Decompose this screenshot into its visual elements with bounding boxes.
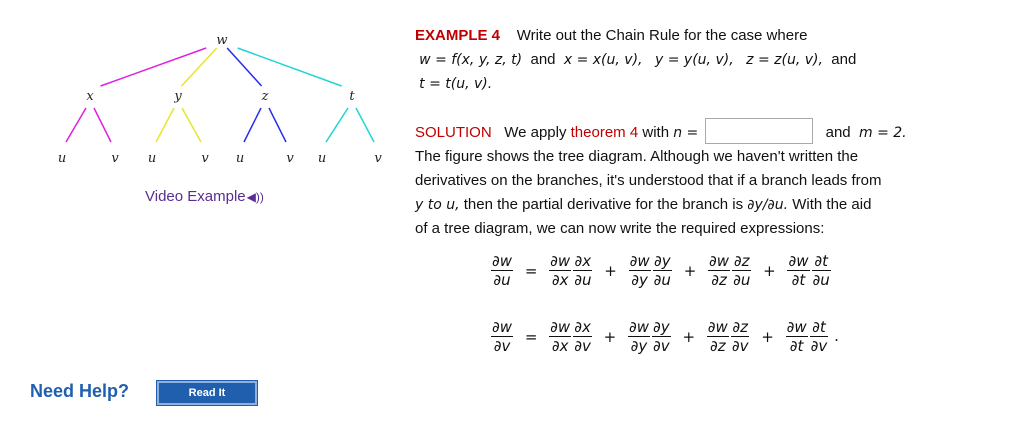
speaker-icon: ◀)) [246,190,264,204]
term-x: $\frac{\partial w}{\partial x}$ $\frac{\partial x}{\partial u}$ [550,252,592,289]
need-help-label: Need Help? [30,381,130,401]
tree-branch-z-u [244,108,261,142]
and-text-2: and [831,51,857,68]
solution-body-1: The figure shows the tree diagram. Although we haven't written the [415,148,859,165]
y-definition: y = y(u, v), [655,52,734,68]
lhs-fraction: $\frac{\partial w}{\partial v}$ [492,318,513,355]
equals-sign: = [524,261,538,280]
tree-node-z: z [261,89,269,104]
tree-node-x: x [86,89,94,104]
tree-node-t: t [349,89,355,104]
tree-branch-z-v [269,108,286,142]
equals-sign: = [524,327,538,346]
m-expression: m = 2. [859,124,907,141]
tree-branch-w-z [227,48,261,86]
tree-diagram [0,0,400,180]
video-example-label: Video Example [145,188,246,205]
tree-leaf-v: v [201,151,209,166]
solution-text-a: We apply [504,123,567,141]
tree-branch-t-v [356,108,374,142]
term-x: $\frac{\partial w}{\partial x}$ $\frac{\partial x}{\partial v}$ [550,318,591,355]
plus-sign: + [683,261,697,280]
tree-branch-w-y [182,48,217,86]
equation-period: . [834,327,839,345]
term-y: $\frac{\partial w}{\partial y}$ $\frac{\partial y}{\partial v}$ [628,318,670,355]
example-header [415,24,807,48]
tree-branch-w-t [238,48,342,86]
tree-node-y: y [174,89,182,104]
example-label: EXAMPLE 4 [415,27,501,44]
solution-body-4: of a tree diagram, we can now write the required expressions: [415,220,825,237]
plus-sign: + [604,261,617,280]
term-y: $\frac{\partial w}{\partial y}$ $\frac{\partial y}{\partial u}$ [629,252,671,289]
solution-body-2: derivatives on the branches, it's understood that if a branch leads from [415,172,882,189]
and-m-text: and [825,123,851,141]
plus-sign: + [761,327,774,346]
tree-leaf-u: u [57,151,67,166]
theorem-link[interactable]: theorem 4 [570,123,639,141]
equation-dw-du [490,252,832,289]
y-to-u: y to u, [415,197,460,213]
tree-leaf-u: u [317,151,327,166]
video-example-link[interactable] [145,188,264,205]
solution-body-3b: then the partial derivative for the branch is [463,196,744,213]
tree-leaf-u: u [235,151,245,166]
tree-branch-x-u [66,108,86,142]
equation-dw-dv [490,318,839,355]
x-definition: x = x(u, v), [563,52,643,68]
plus-sign: + [763,261,776,280]
lhs-fraction: $\frac{\partial w}{\partial u}$ [492,252,513,289]
tree-leaf-v: v [374,151,382,166]
read-it-button[interactable]: Read It [157,381,257,405]
plus-sign: + [603,327,617,346]
tree-leaf-v: v [111,151,119,166]
solution-label: SOLUTION [415,123,492,141]
partial-y-u: ∂y/∂u. [747,197,789,213]
z-definition: z = z(u, v), [746,52,823,68]
w-definition: w = f(x, y, z, t) [419,52,523,68]
term-t: $\frac{\partial w}{\partial t}$ $\frac{\partial t}{\partial v}$ [786,318,828,355]
tree-leaf-u: u [147,151,157,166]
example-definitions [415,48,856,72]
term-z: $\frac{\partial w}{\partial z}$ $\frac{\partial z}{\partial u}$ [709,252,751,289]
tree-branch-t-u [326,108,348,142]
and-text: and [530,51,556,68]
tree-branch-y-v [182,108,201,142]
term-z: $\frac{\partial w}{\partial z}$ $\frac{\partial z}{\partial v}$ [707,318,749,355]
tree-branch-w-x [101,48,207,86]
solution-body-3d: With the aid [792,196,872,213]
t-definition-line [415,72,492,96]
tree-branch-x-v [94,108,111,142]
n-answer-input[interactable] [705,118,813,144]
n-label: n = [673,124,699,141]
example-text: Write out the Chain Rule for the case where [516,27,808,44]
solution-body-3 [415,193,871,217]
plus-sign: + [682,327,696,346]
term-t: $\frac{\partial w}{\partial t}$ $\frac{\partial t}{\partial u}$ [788,252,830,289]
tree-branch-y-u [156,108,174,142]
tree-node-w: w [216,33,228,48]
solution-text-b: with [642,123,670,141]
tree-leaf-v: v [286,151,294,166]
solution-line [415,120,907,146]
t-definition: t = t(u, v). [419,76,493,92]
